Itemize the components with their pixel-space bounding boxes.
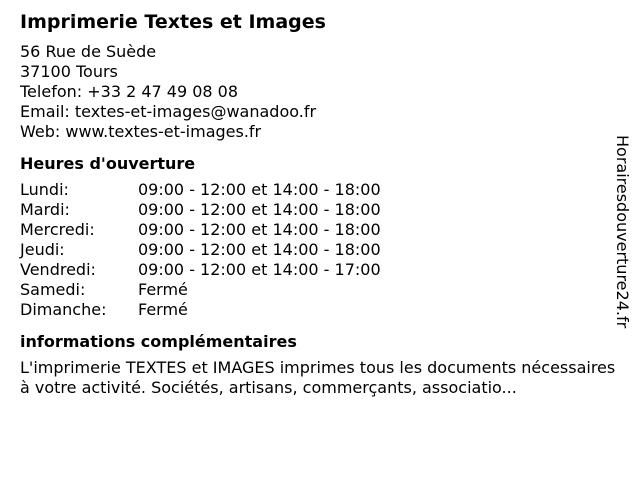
hours-time: Fermé — [138, 300, 188, 319]
hours-row-jeudi — [20, 240, 620, 260]
city-postcode: 37100 Tours — [20, 62, 118, 81]
website-address: Web: www.textes-et-images.fr — [20, 122, 262, 141]
hours-day: Mercredi: — [20, 220, 95, 239]
hours-time: Fermé — [138, 280, 188, 299]
street-address: 56 Rue de Suède — [20, 42, 157, 61]
hours-day: Jeudi: — [20, 240, 65, 259]
email-address: Email: textes-et-images@wanadoo.fr — [20, 102, 317, 121]
site-watermark-label: Horairesdouverture24.fr — [613, 135, 632, 329]
phone-number: Telefon: +33 2 47 49 08 08 — [20, 82, 239, 101]
additional-info-text: L'imprimerie TEXTES et IMAGES imprimes tous les documents nécessaires à votre activité. Sociétés, artisans, commerçants, associatio... — [20, 358, 616, 397]
hours-row-samedi — [20, 280, 620, 300]
hours-day: Samedi: — [20, 280, 86, 299]
hours-time: 09:00 - 12:00 et 14:00 - 18:00 — [138, 200, 381, 219]
hours-day: Mardi: — [20, 200, 70, 219]
hours-row-vendredi — [20, 260, 620, 280]
hours-time: 09:00 - 12:00 et 14:00 - 17:00 — [138, 260, 381, 279]
opening-hours-heading: Heures d'ouverture — [20, 154, 196, 173]
hours-time: 09:00 - 12:00 et 14:00 - 18:00 — [138, 220, 381, 239]
hours-day: Dimanche: — [20, 300, 107, 319]
hours-time: 09:00 - 12:00 et 14:00 - 18:00 — [138, 240, 381, 259]
hours-row-lundi — [20, 180, 620, 200]
business-card — [20, 10, 620, 398]
additional-info-heading: informations complémentaires — [20, 332, 297, 351]
hours-row-mardi — [20, 200, 620, 220]
business-name: Imprimerie Textes et Images — [20, 11, 326, 33]
hours-day: Lundi: — [20, 180, 69, 199]
hours-time: 09:00 - 12:00 et 14:00 - 18:00 — [138, 180, 381, 199]
hours-day: Vendredi: — [20, 260, 96, 279]
opening-hours-table — [20, 180, 620, 320]
address-block — [20, 42, 620, 142]
hours-row-mercredi — [20, 220, 620, 240]
hours-row-dimanche — [20, 300, 620, 320]
